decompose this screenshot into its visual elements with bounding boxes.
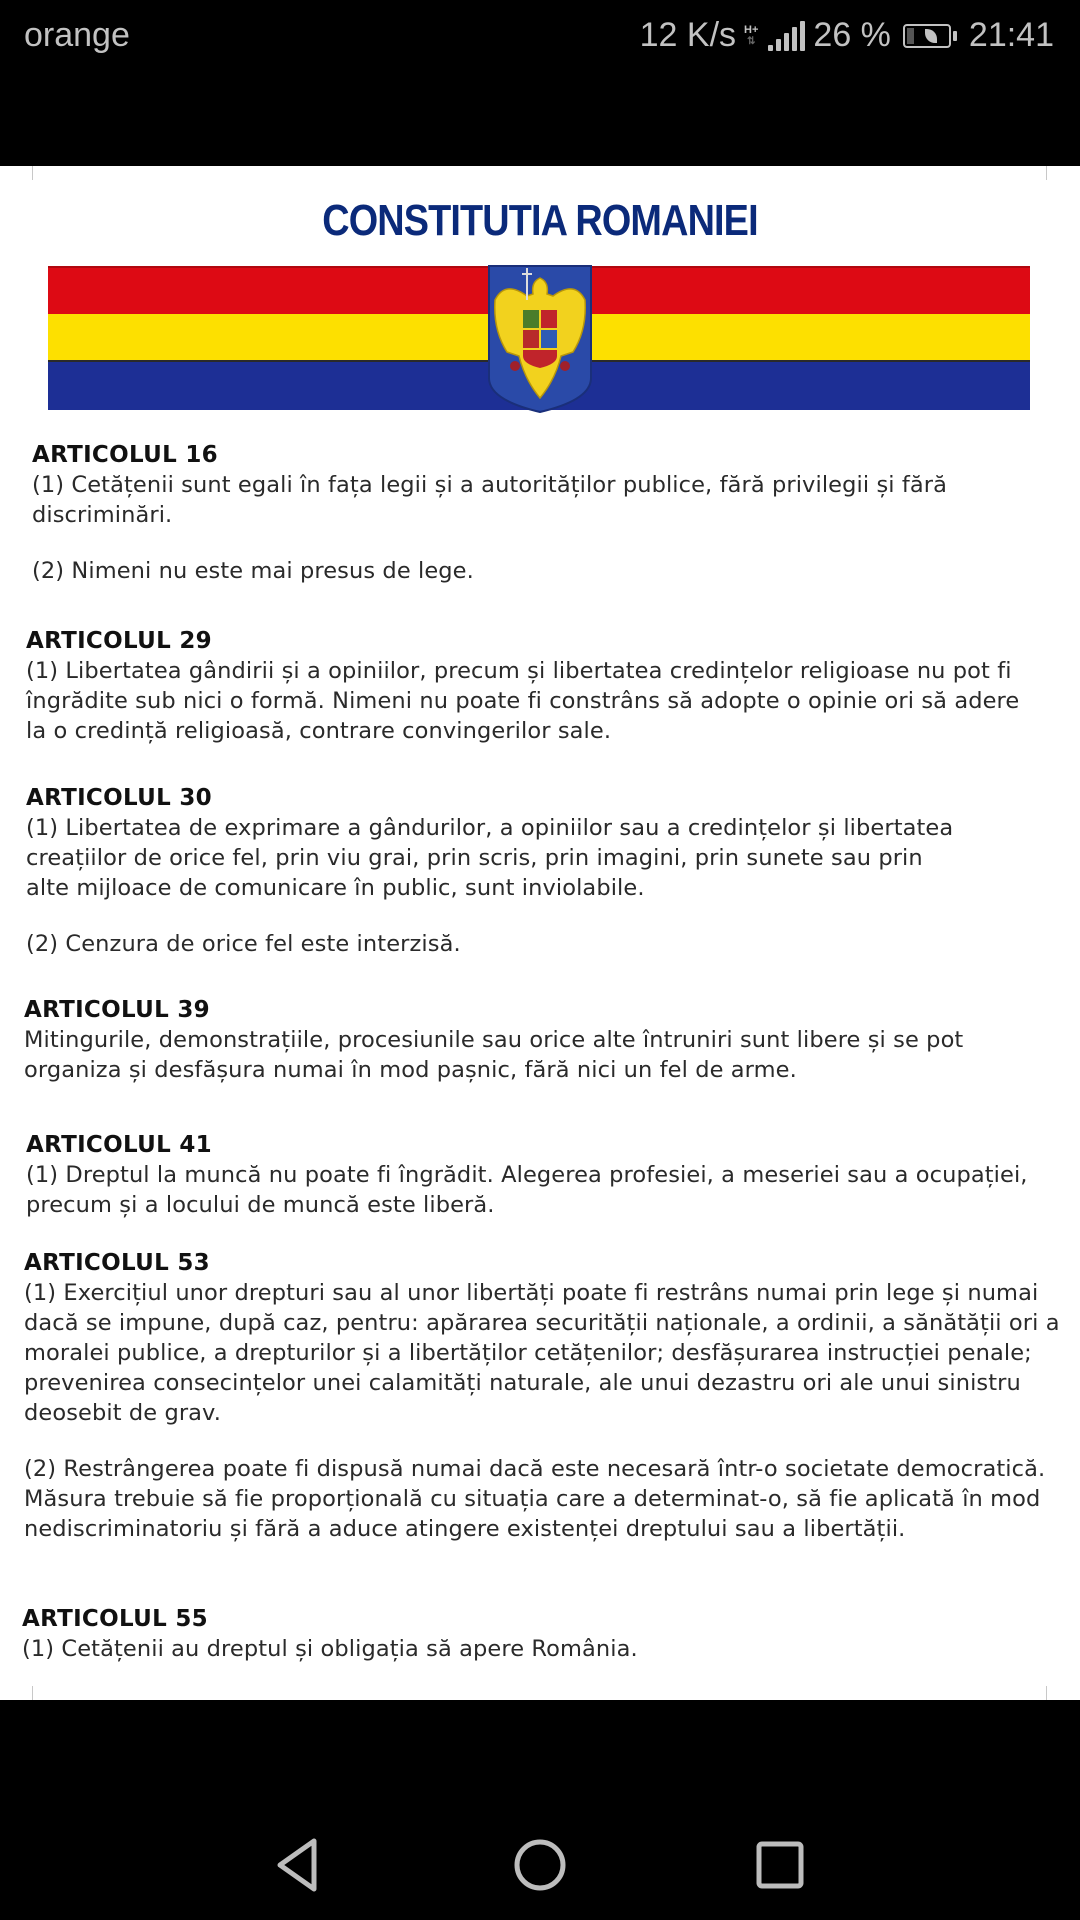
article-heading: ARTICOLUL 53 [24,1250,210,1276]
page-edge-mark [1046,1686,1047,1700]
article-paragraph: (1) Libertatea de exprimare a gândurilor, a opiniilor sau a credințelor și libertatea creațiilor de orice fel, prin viu grai, prin scris, prin imagini, prin sunete sau prin alte mijloace de comunicare în public, sunt inviolabile. [26,815,954,901]
article-paragraph: (1) Libertatea gândirii și a opiniilor, precum și libertatea credințelor religioase nu pot fi îngrădite sub nici o formă. Nimeni nu poate fi constrâns să adopte o opinie ori să adere la o credință religioasă, contrare convingerilor sale. [26,658,1020,744]
network-type-icon [744,25,758,47]
article-paragraph: Mitingurile, demonstrațiile, procesiunile sau orice alte întruniri sunt libere și se pot organiza și desfășura numai în mod pașnic, fără nici un fel de arme. [24,1027,964,1083]
document-title: CONSTITUTIA ROMANIEI [322,196,758,245]
page-edge-mark [32,1686,33,1700]
article-paragraph: (1) Cetățenii sunt egali în fața legii și a autorităților publice, fără privilegii și fără discriminări. [32,472,948,528]
battery-icon [903,24,957,48]
article-53 [24,1248,1080,1544]
article-paragraph: (2) Restrângerea poate fi dispusă numai dacă este necesară într-o societate democratică. Măsura trebuie să fie proporțională cu situația care a determinat-o, să fie aplicată în mod nediscriminatoriu și fără a aduce atingere existenței dreptului sau a libertății. [24,1456,1046,1542]
back-icon [274,1837,324,1893]
romanian-flag-banner [48,266,1030,410]
data-arrows-icon: ⇅ [747,35,756,47]
article-39 [24,995,1080,1085]
navigation-bar [0,1700,1080,1920]
carrier-name: orange [24,16,130,54]
article-paragraph: (1) Dreptul la muncă nu poate fi îngrădit. Alegerea profesiei, a meseriei sau a ocupației, precum și a locului de muncă este liberă. [26,1162,1028,1218]
page-edge-mark [1046,166,1047,180]
article-heading: ARTICOLUL 55 [22,1606,208,1632]
status-indicators [640,16,1054,55]
battery-level-fill [907,28,914,44]
signal-icon [768,21,805,51]
battery-percent: 26 % [813,16,891,54]
home-icon [512,1837,568,1893]
article-55 [22,1604,1080,1664]
back-button[interactable] [264,1830,334,1900]
page-edge-mark [32,166,33,180]
article-heading: ARTICOLUL 30 [26,785,212,811]
article-29 [26,626,1080,746]
article-heading: ARTICOLUL 41 [26,1132,212,1158]
article-heading: ARTICOLUL 16 [32,442,218,468]
article-paragraph: (2) Nimeni nu este mai presus de lege. [32,558,474,584]
article-heading: ARTICOLUL 29 [26,628,212,654]
leaf-icon [925,29,937,43]
article-paragraph: (2) Cenzura de orice fel este interzisă. [26,931,461,957]
home-button[interactable] [505,1830,575,1900]
status-bar [0,0,1080,166]
network-type-label: H+ [744,23,759,36]
clock: 21:41 [968,16,1054,54]
network-speed: 12 K/s [639,16,737,54]
article-30 [26,783,1080,959]
recents-button[interactable] [745,1830,815,1900]
article-heading: ARTICOLUL 39 [24,997,210,1023]
article-paragraph: (1) Exercițiul unor drepturi sau al unor libertăți poate fi restrâns numai prin lege și numai dacă se impune, după caz, pentru: apărarea securității naționale, a ordinii, a sănătății ori a moralei publice, a drepturilor și a libertăților cetățenilor; desfășurarea instrucției penale; prevenirea consecințelor unei calamități naturale, ale unui dezastru ori ale unui sinistru deosebit de grav. [24,1280,1060,1426]
recents-icon [754,1839,806,1891]
article-41 [26,1130,1080,1220]
article-16 [32,440,1080,586]
coat-of-arms-icon [485,260,595,414]
article-paragraph: (1) Cetățenii au dreptul și obligația să apere România. [22,1636,638,1662]
